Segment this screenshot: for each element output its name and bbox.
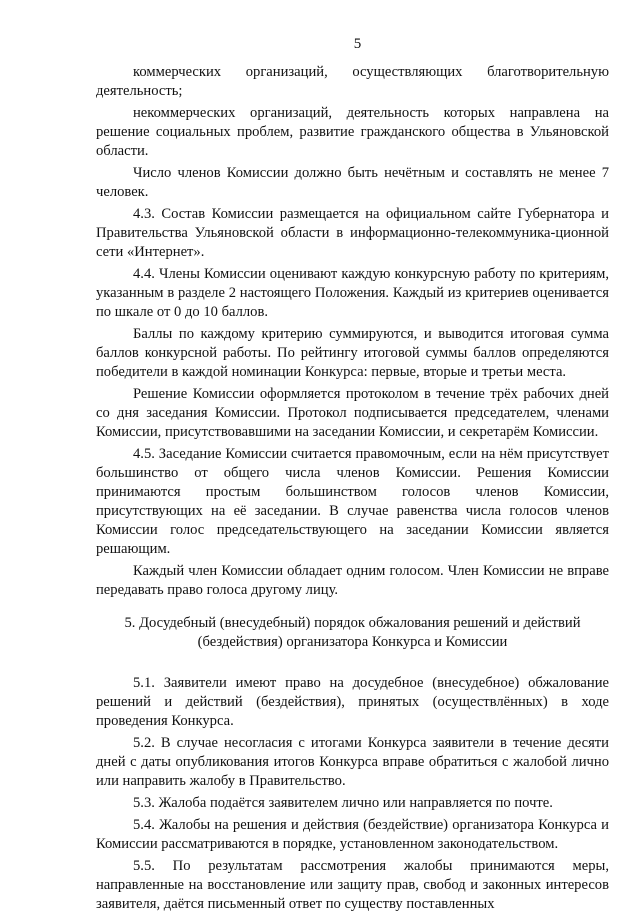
paragraph-members-count: Число членов Комиссии должно быть нечётным и составлять не менее 7 человек. (96, 165, 609, 200)
paragraph-commercial-orgs: коммерческих организаций, осуществляющих благотворительную деятельность; (96, 64, 609, 99)
section-heading-5: 5. Досудебный (внесудебный) порядок обжалования решений и действий (бездействия) организатора Конкурса и Комиссии (124, 615, 581, 650)
paragraph-protocol: Решение Комиссии оформляется протоколом в течение трёх рабочих дней со дня заседания Комиссии. Протокол подписывается председателем, членами Комиссии, присутствовавшими на заседании Комиссии, и секретарём Комиссии. (96, 386, 609, 440)
page-number: 5 (353, 36, 362, 52)
paragraph-one-vote: Каждый член Комиссии обладает одним голосом. Член Комиссии не вправе передавать право голоса другому лицу. (96, 563, 609, 598)
paragraph-5-2: 5.2. В случае несогласия с итогами Конкурса заявители в течение десяти дней с даты опубликования итогов Конкурса вправе обратиться с жалобой лично или направить жалобу в Правительство. (96, 735, 609, 789)
paragraph-4-4: 4.4. Члены Комиссии оценивают каждую конкурсную работу по критериям, указанным в разделе 2 настоящего Положения. Каждый из критериев оценивается по шкале от 0 до 10 баллов. (96, 266, 609, 320)
paragraph-5-1: 5.1. Заявители имеют право на досудебное (внесудебное) обжалование решений и действий (бездействия), принятых (осуществлённых) в ходе проведения Конкурса. (96, 675, 609, 729)
document-page (96, 0, 609, 914)
paragraph-5-4: 5.4. Жалобы на решения и действия (бездействие) организатора Конкурса и Комиссии рассматриваются в порядке, установленном законодательством. (96, 817, 609, 852)
paragraph-noncommercial-orgs: некоммерческих организаций, деятельность которых направлена на решение социальных проблем, развитие гражданского общества в Ульяновской области. (96, 105, 609, 159)
paragraph-4-3: 4.3. Состав Комиссии размещается на официальном сайте Губернатора и Правительства Ульяновской области в информационно-телекоммуника-ционной сети «Интернет». (96, 206, 609, 260)
paragraph-5-3: 5.3. Жалоба подаётся заявителем лично или направляется по почте. (133, 795, 553, 811)
paragraph-5-5: 5.5. По результатам рассмотрения жалобы принимаются меры, направленные на восстановление или защиту прав, свобод и законных интересов заявителя, даётся письменный ответ по существу поставленных (96, 858, 609, 912)
paragraph-4-5: 4.5. Заседание Комиссии считается правомочным, если на нём присутствует большинство от общего числа членов Комиссии. Решения Комиссии принимаются простым большинством голосов членов Комиссии, присутствующих на её заседании. В случае равенства числа голосов членов Комиссии голос председательствующего на заседании Комиссии является решающим. (96, 446, 609, 557)
paragraph-scores: Баллы по каждому критерию суммируются, и выводится итоговая сумма баллов конкурсной работы. По рейтингу итоговой суммы баллов определяются победители в каждой номинации Конкурса: первые, вторые и третьи места. (96, 326, 609, 380)
